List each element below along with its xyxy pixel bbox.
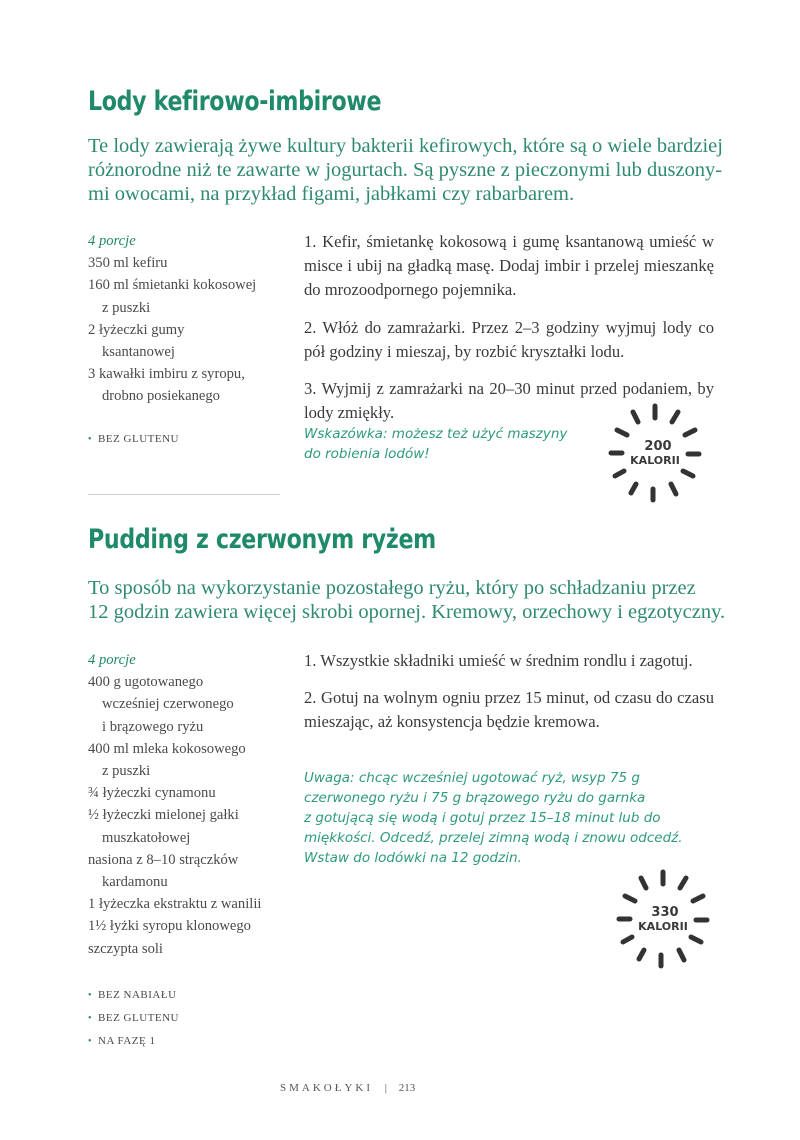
footer-section: SMAKOŁYKI bbox=[280, 1082, 373, 1094]
recipe-title: Lody kefirowo-imbirowe bbox=[88, 86, 382, 117]
ingredient: kardamonu bbox=[102, 874, 168, 891]
ingredient: drobno posiekanego bbox=[102, 388, 220, 405]
note-line: czerwonego ryżu i 75 g brązowego ryżu do garnka bbox=[304, 790, 646, 806]
tip-line: do robienia lodów! bbox=[304, 446, 430, 462]
note-line: z gotującą się wodą i gotuj przez 15–18 minut lub do bbox=[304, 810, 661, 826]
step: 1. Wszystkie składniki umieść w średnim rondlu i zagotuj. bbox=[304, 651, 693, 670]
ingredient: 400 g ugotowanego bbox=[88, 674, 204, 691]
recipe-intro bbox=[88, 134, 728, 206]
intro-line: To sposób na wykorzystanie pozostałego ryżu, który po schładzaniu przez bbox=[88, 577, 696, 599]
ingredient: 2 łyżeczki gumy bbox=[88, 321, 185, 338]
diet-tag: • BEZ NABIAŁU bbox=[88, 984, 179, 1007]
recipe-intro bbox=[88, 576, 728, 624]
diet-tag: • BEZ GLUTENU bbox=[88, 1007, 179, 1030]
ingredient: z puszki bbox=[102, 763, 151, 780]
intro-line: 12 godzin zawiera więcej skrobi opornej. Kremowy, orzechowy i egzotyczny. bbox=[88, 601, 726, 623]
intro-line: różnorodne niż te zawarte w jogurtach. Są pyszne z pieczonymi lub duszony- bbox=[88, 159, 723, 181]
recipe-title: Pudding z czerwonym ryżem bbox=[88, 524, 436, 555]
ingredient: ksantanowej bbox=[102, 344, 175, 361]
ingredient: ¾ łyżeczki cynamonu bbox=[88, 785, 216, 802]
step: 2. Gotuj na wolnym ogniu przez 15 minut, od czasu do czasu mieszając, aż konsystencja będzie kremowa. bbox=[304, 688, 714, 732]
divider bbox=[88, 494, 280, 495]
diet-tag: • NA FAZĘ 1 bbox=[88, 1030, 179, 1053]
step: 1. Kefir, śmietankę kokosową i gumę ksantanową umieść w misce i ubij na gładką masę. Dodaj imbir i przelej mieszankę do mrozoodpornego pojemnika. bbox=[304, 232, 714, 300]
portions: 4 porcje bbox=[88, 652, 136, 668]
page-footer bbox=[280, 1082, 415, 1094]
portions: 4 porcje bbox=[88, 233, 136, 249]
calories-label: KALORII bbox=[630, 454, 680, 467]
tip-line: Wskazówka: możesz też użyć maszyny bbox=[304, 426, 568, 442]
ingredient: wcześniej czerwonego bbox=[102, 696, 234, 713]
ingredient: 400 ml mleka kokosowego bbox=[88, 740, 246, 757]
ingredient: 1 łyżeczka ekstraktu z wanilii bbox=[88, 896, 262, 913]
ingredient: 350 ml kefiru bbox=[88, 255, 168, 272]
note-line: miękkości. Odcedź, przelej zimną wodą i znowu odcedź. bbox=[304, 830, 683, 846]
ingredient: nasiona z 8–10 strączków bbox=[88, 851, 239, 868]
ingredient: 160 ml śmietanki kokosowej bbox=[88, 277, 257, 294]
ingredient: szczypta soli bbox=[88, 940, 163, 957]
ingredient: 3 kawałki imbiru z syropu, bbox=[88, 366, 245, 383]
footer-separator: | bbox=[384, 1082, 387, 1094]
note-line: Uwaga: chcąc wcześniej ugotować ryż, wsyp 75 g bbox=[304, 770, 640, 786]
recipe-steps bbox=[304, 649, 714, 748]
ingredient: muszkatołowej bbox=[102, 829, 191, 846]
ingredient: ½ łyżeczki mielonej gałki bbox=[88, 807, 239, 824]
ingredient: z puszki bbox=[102, 299, 151, 316]
calories-number: 200 bbox=[644, 439, 672, 454]
intro-line: Te lody zawierają żywe kultury bakterii kefirowych, które są o wiele bardziej bbox=[88, 135, 723, 157]
note-line: Wstaw do lodówki na 12 godzin. bbox=[304, 850, 522, 866]
tip-note bbox=[304, 424, 567, 464]
intro-line: mi owocami, na przykład figami, jabłkami czy rabarbarem. bbox=[88, 183, 575, 205]
calories-badge bbox=[600, 398, 710, 508]
tip-note bbox=[304, 768, 683, 868]
calories-label: KALORII bbox=[638, 920, 688, 933]
ingredients-list bbox=[88, 649, 298, 960]
step: 2. Włóż do zamrażarki. Przez 2–3 godziny wyjmuj lody co pół godziny i mieszaj, by rozbić kryształki lodu. bbox=[304, 317, 714, 361]
page-number: 213 bbox=[398, 1082, 416, 1094]
diet-tags bbox=[88, 428, 179, 451]
diet-tags bbox=[88, 984, 179, 1053]
calories-badge bbox=[608, 864, 718, 974]
calories-number: 330 bbox=[651, 905, 679, 920]
ingredient: 1½ łyżki syropu klonowego bbox=[88, 918, 251, 935]
ingredient: i brązowego ryżu bbox=[102, 718, 204, 735]
ingredients-list bbox=[88, 230, 288, 408]
step: 3. Wyjmij z zamrażarki na 20–30 minut przed podaniem, by lody zmiękły. bbox=[304, 379, 714, 423]
diet-tag: • BEZ GLUTENU bbox=[88, 428, 179, 451]
